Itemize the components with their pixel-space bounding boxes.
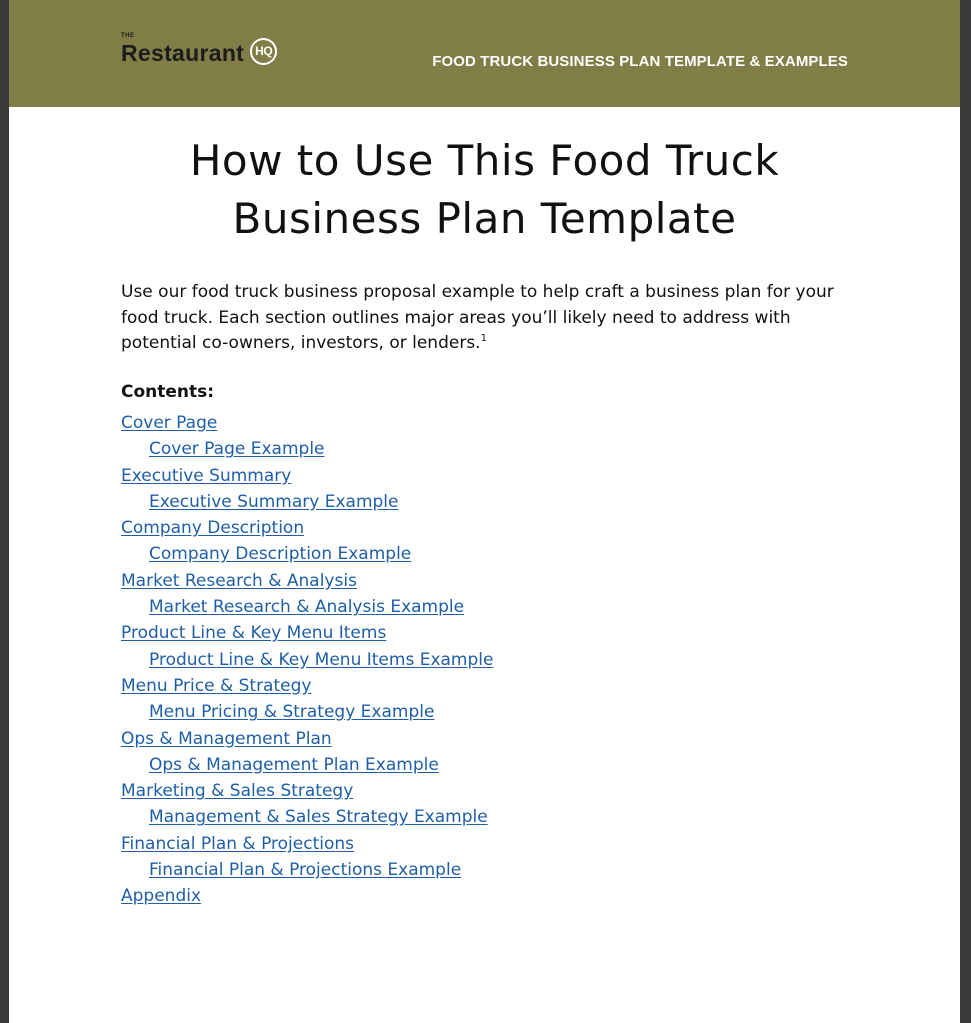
- toc-subitem: [121, 804, 493, 830]
- toc-subitem: [121, 857, 493, 883]
- document-page: [9, 0, 960, 1023]
- toc-item: [121, 515, 493, 541]
- toc-sublink[interactable]: Menu Pricing & Strategy Example: [149, 702, 435, 723]
- intro-text: Use our food truck business proposal example to help craft a business plan for your food truck. Each section outlines major areas you’ll likely need to address with potential co-owners, investors, or lenders.: [121, 282, 834, 353]
- toc-sublink[interactable]: Financial Plan & Projections Example: [149, 860, 462, 881]
- toc-sublink[interactable]: Ops & Management Plan Example: [149, 754, 439, 775]
- toc-link[interactable]: Cover Page: [121, 413, 218, 433]
- toc-link[interactable]: Menu Price & Strategy: [121, 675, 312, 696]
- toc-link[interactable]: Company Description: [121, 518, 305, 539]
- toc-subitem: [121, 752, 493, 778]
- logo-small-text: THE: [121, 32, 135, 39]
- toc-link[interactable]: Ops & Management Plan: [121, 728, 332, 749]
- page-header: [9, 0, 960, 107]
- restaurant-hq-logo: [121, 34, 277, 68]
- toc-subitem: [121, 489, 493, 515]
- table-of-contents: [121, 410, 493, 910]
- toc-item: [121, 726, 493, 752]
- toc-sublink[interactable]: Executive Summary Example: [149, 491, 399, 512]
- toc-item: [121, 410, 493, 436]
- toc-link[interactable]: Financial Plan & Projections: [121, 833, 354, 854]
- toc-sublink[interactable]: Company Description Example: [149, 544, 412, 565]
- toc-link[interactable]: Appendix: [121, 886, 202, 907]
- toc-link[interactable]: Marketing & Sales Strategy: [121, 781, 354, 802]
- toc-subitem: [121, 699, 493, 725]
- page-title: How to Use This Food Truck Business Plan Template: [189, 136, 780, 243]
- toc-item: [121, 620, 493, 646]
- toc-sublink[interactable]: Product Line & Key Menu Items Example: [149, 649, 494, 670]
- footnote-reference[interactable]: 1: [480, 333, 487, 344]
- toc-subitem: [121, 594, 493, 620]
- intro-paragraph: [121, 280, 856, 357]
- toc-item: [121, 831, 493, 857]
- logo-wordmark-text: Restaurant: [121, 39, 245, 66]
- toc-subitem: [121, 647, 493, 673]
- toc-item: [121, 568, 493, 594]
- toc-sublink[interactable]: Market Research & Analysis Example: [149, 597, 465, 618]
- toc-link[interactable]: Product Line & Key Menu Items: [121, 623, 387, 644]
- toc-link[interactable]: Executive Summary: [121, 465, 292, 486]
- toc-item: [121, 883, 493, 909]
- toc-item: [121, 778, 493, 804]
- contents-heading: Contents:: [121, 382, 215, 402]
- logo-wordmark: [121, 32, 245, 66]
- toc-subitem: [121, 436, 493, 462]
- toc-item: [121, 463, 493, 489]
- toc-sublink[interactable]: Management & Sales Strategy Example: [149, 807, 488, 828]
- document-header-title: FOOD TRUCK BUSINESS PLAN TEMPLATE & EXAMPLES: [432, 53, 848, 70]
- toc-sublink[interactable]: Cover Page Example: [149, 439, 325, 460]
- toc-subitem: [121, 541, 493, 567]
- logo-badge-icon: HQ: [250, 38, 277, 65]
- toc-link[interactable]: Market Research & Analysis: [121, 570, 357, 591]
- toc-item: [121, 673, 493, 699]
